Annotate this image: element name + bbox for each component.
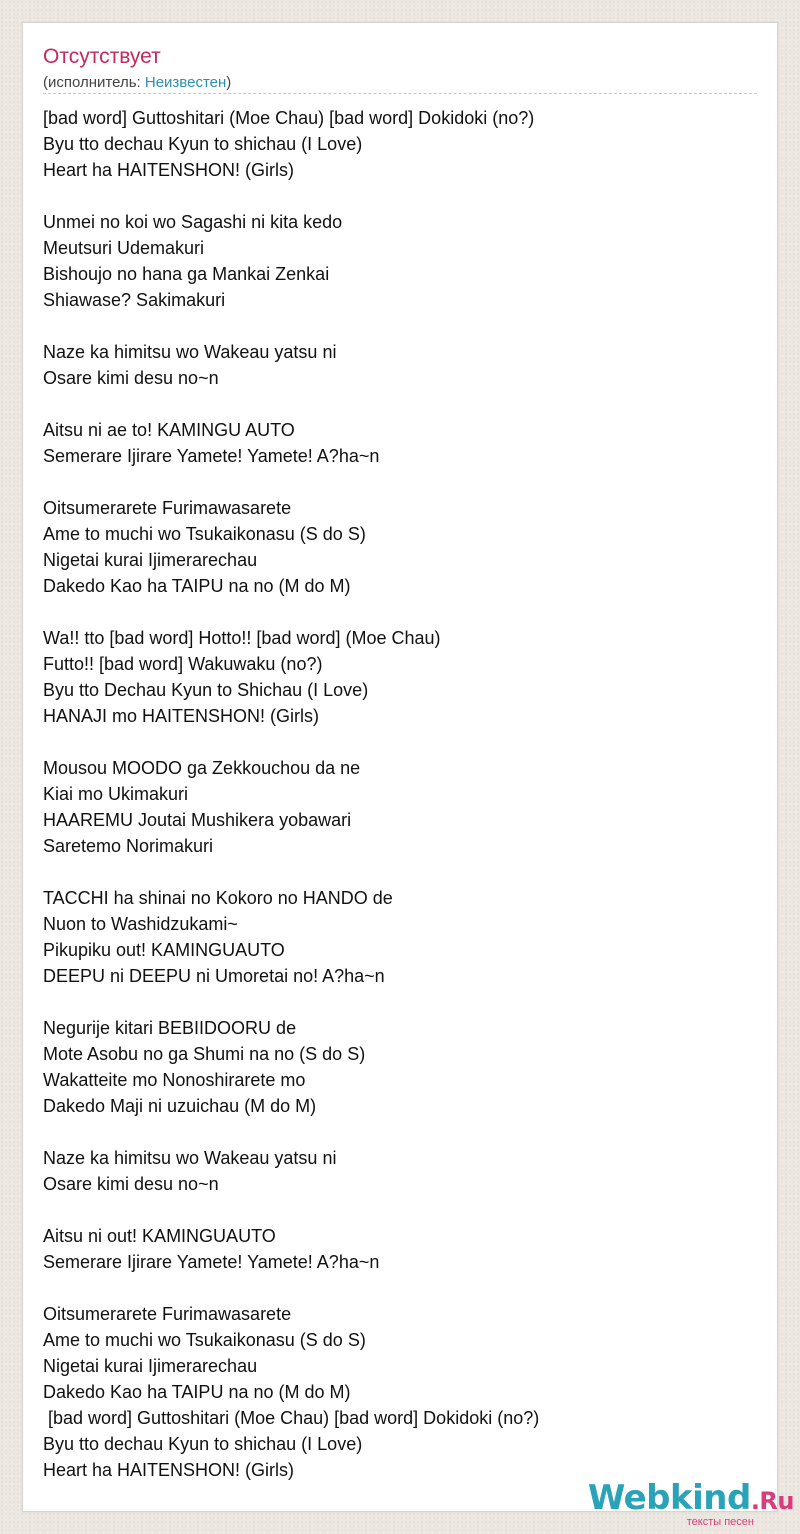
lyric-blank-line (43, 391, 759, 417)
lyric-line: Mousou MOODO ga Zekkouchou da ne (43, 758, 361, 778)
artist-prefix: (исполнитель: (43, 74, 145, 91)
lyric-line: DEEPU ni DEEPU ni Umoretai no! A?ha~n (43, 966, 385, 986)
lyric-line: Negurije kitari BEBIIDOORU de (43, 1018, 297, 1038)
lyric-line: TACCHI ha shinai no Kokoro no HANDO de (43, 888, 393, 908)
lyric-line: Mote Asobu no ga Shumi na no (S do S) (43, 1044, 366, 1064)
lyric-line: Ame to muchi wo Tsukaikonasu (S do S) (43, 524, 366, 544)
artist-line (43, 73, 231, 93)
lyric-line: Naze ka himitsu wo Wakeau yatsu ni (43, 342, 337, 362)
lyric-line: Wa!! tto [bad word] Hotto!! [bad word] (Moe Chau) (43, 628, 441, 648)
lyric-line: Bishoujo no hana ga Mankai Zenkai (43, 264, 330, 284)
lyric-line: Shiawase? Sakimakuri (43, 290, 226, 310)
logo-main-text: Webkind (587, 1478, 751, 1518)
lyric-line: Nigetai kurai Ijimerarechau (43, 1356, 258, 1376)
lyric-line: Heart ha HAITENSHON! (Girls) (43, 1460, 295, 1480)
lyric-line: Saretemo Norimakuri (43, 836, 214, 856)
lyric-line: Osare kimi desu no~n (43, 1174, 219, 1194)
lyric-blank-line (43, 1119, 759, 1145)
lyric-line: Nigetai kurai Ijimerarechau (43, 550, 258, 570)
artist-suffix: ) (226, 74, 232, 91)
lyric-line: Byu tto dechau Kyun to shichau (I Love) (43, 134, 363, 154)
lyric-line: Wakatteite mo Nonoshirarete mo (43, 1070, 306, 1090)
lyric-line: Aitsu ni ae to! KAMINGU AUTO (43, 420, 295, 440)
lyric-line: Meutsuri Udemakuri (43, 238, 205, 258)
lyric-line: Aitsu ni out! KAMINGUAUTO (43, 1226, 276, 1246)
lyric-blank-line (43, 313, 759, 339)
lyric-line: Heart ha HAITENSHON! (Girls) (43, 160, 295, 180)
lyric-line: Osare kimi desu no~n (43, 368, 219, 388)
lyric-line: Dakedo Kao ha TAIPU na no (M do M) (43, 1382, 351, 1402)
lyric-line: Byu tto Dechau Kyun to Shichau (I Love) (43, 680, 369, 700)
lyric-blank-line (43, 1275, 759, 1301)
header-divider (43, 93, 757, 94)
site-logo[interactable] (587, 1478, 794, 1528)
lyric-line: Oitsumerarete Furimawasarete (43, 498, 292, 518)
song-title: Отсутствует (43, 45, 161, 68)
lyric-line: Pikupiku out! KAMINGUAUTO (43, 940, 285, 960)
lyric-line: [bad word] Guttoshitari (Moe Chau) [bad word] Dokidoki (no?) (43, 108, 535, 128)
lyric-blank-line (43, 469, 759, 495)
lyric-line: Dakedo Maji ni uzuichau (M do M) (43, 1096, 317, 1116)
lyric-blank-line (43, 183, 759, 209)
lyrics-text (43, 105, 759, 1483)
lyric-line: Semerare Ijirare Yamete! Yamete! A?ha~n (43, 1252, 380, 1272)
lyric-blank-line (43, 599, 759, 625)
lyric-line: Kiai mo Ukimakuri (43, 784, 189, 804)
lyric-line: Naze ka himitsu wo Wakeau yatsu ni (43, 1148, 337, 1168)
lyric-blank-line (43, 989, 759, 1015)
lyric-line: Unmei no koi wo Sagashi ni kita kedo (43, 212, 343, 232)
logo-tagline: тексты песен (686, 1516, 754, 1528)
lyrics-card (22, 22, 778, 1512)
lyric-line: Byu tto dechau Kyun to shichau (I Love) (43, 1434, 363, 1454)
lyric-line: Nuon to Washidzukami~ (43, 914, 238, 934)
lyric-line: Oitsumerarete Furimawasarete (43, 1304, 292, 1324)
lyric-blank-line (43, 859, 759, 885)
lyric-blank-line (43, 729, 759, 755)
lyric-line: Futto!! [bad word] Wakuwaku (no?) (43, 654, 323, 674)
lyric-line: Semerare Ijirare Yamete! Yamete! A?ha~n (43, 446, 380, 466)
lyric-line: HAAREMU Joutai Mushikera yobawari (43, 810, 352, 830)
lyric-line: [bad word] Guttoshitari (Moe Chau) [bad word] Dokidoki (no?) (43, 1408, 540, 1428)
lyric-blank-line (43, 1197, 759, 1223)
logo-tld: .Ru (750, 1487, 794, 1515)
lyric-line: HANAJI mo HAITENSHON! (Girls) (43, 706, 320, 726)
lyric-line: Dakedo Kao ha TAIPU na no (M do M) (43, 576, 351, 596)
logo-wordmark (587, 1478, 794, 1518)
lyric-line: Ame to muchi wo Tsukaikonasu (S do S) (43, 1330, 366, 1350)
artist-link[interactable]: Неизвестен (144, 74, 227, 91)
